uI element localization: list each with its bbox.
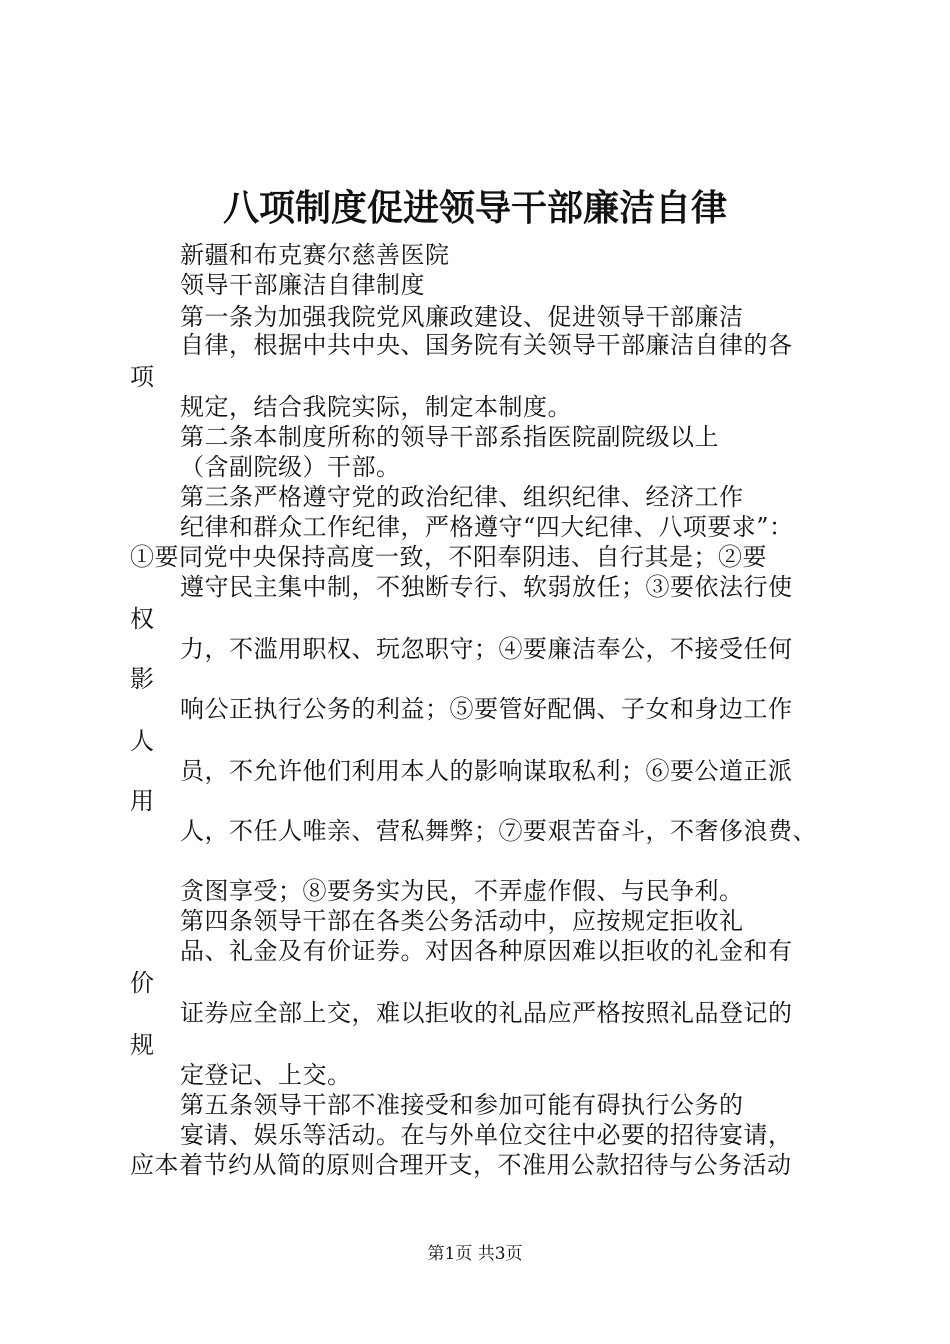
text-line: 影: [130, 665, 155, 693]
text-line: （含副院级）干部。: [180, 453, 401, 481]
text-line: 权: [130, 605, 155, 633]
text-line: 自律，根据中共中央、国务院有关领导干部廉洁自律的各: [180, 331, 793, 359]
document-title: 八项制度促进领导干部廉洁自律: [222, 187, 727, 229]
text-line: 定登记、上交。: [180, 1061, 352, 1089]
text-line: 纪律和群众工作纪律，严格遵守“四大纪律、八项要求”：: [180, 513, 794, 541]
text-line: 人: [130, 727, 155, 755]
text-line: 响公正执行公务的利益；⑤要管好配偶、子女和身边工作: [180, 695, 793, 723]
text-line: 价: [130, 969, 155, 997]
text-line: 力，不滥用职权、玩忽职守；④要廉洁奉公，不接受任何: [180, 635, 793, 663]
text-line: 宴请、娱乐等活动。在与外单位交往中必要的招待宴请，: [180, 1121, 793, 1149]
text-line: 第五条领导干部不准接受和参加可能有碍执行公务的: [180, 1091, 744, 1119]
text-line: 员，不允许他们利用本人的影响谋取私利；⑥要公道正派: [180, 757, 793, 785]
text-line: ①要同党中央保持高度一致，不阳奉阴违、自行其是；②要: [130, 543, 767, 571]
text-line: 应本着节约从简的原则合理开支，不准用公款招待与公务活动: [130, 1151, 792, 1179]
text-line: 新疆和布克赛尔慈善医院: [180, 241, 450, 269]
text-line: 第一条为加强我院党风廉政建设、促进领导干部廉洁: [180, 303, 744, 331]
text-line: 证券应全部上交，难以拒收的礼品应严格按照礼品登记的: [180, 999, 793, 1027]
text-line: 规: [130, 1031, 155, 1059]
text-line: 领导干部廉洁自律制度: [180, 271, 425, 299]
text-line: 用: [130, 787, 155, 815]
text-line: 遵守民主集中制，不独断专行、软弱放任；③要依法行使: [180, 573, 793, 601]
text-line: 规定，结合我院实际，制定本制度。: [180, 393, 572, 421]
text-line: 第三条严格遵守党的政治纪律、组织纪律、经济工作: [180, 483, 744, 511]
text-line: 人，不任人唯亲、营私舞弊；⑦要艰苦奋斗，不奢侈浪费、: [180, 817, 817, 845]
text-line: 贪图享受；⑧要务实为民，不弄虚作假、与民争利。: [180, 877, 744, 905]
text-line: 第二条本制度所称的领导干部系指医院副院级以上: [180, 423, 719, 451]
text-line: 品、礼金及有价证券。对因各种原因难以拒收的礼金和有: [180, 937, 793, 965]
text-line: 项: [130, 363, 155, 391]
text-line: 第四条领导干部在各类公务活动中，应按规定拒收礼: [180, 907, 744, 935]
page-footer: 第1页 共3页: [427, 1244, 523, 1264]
